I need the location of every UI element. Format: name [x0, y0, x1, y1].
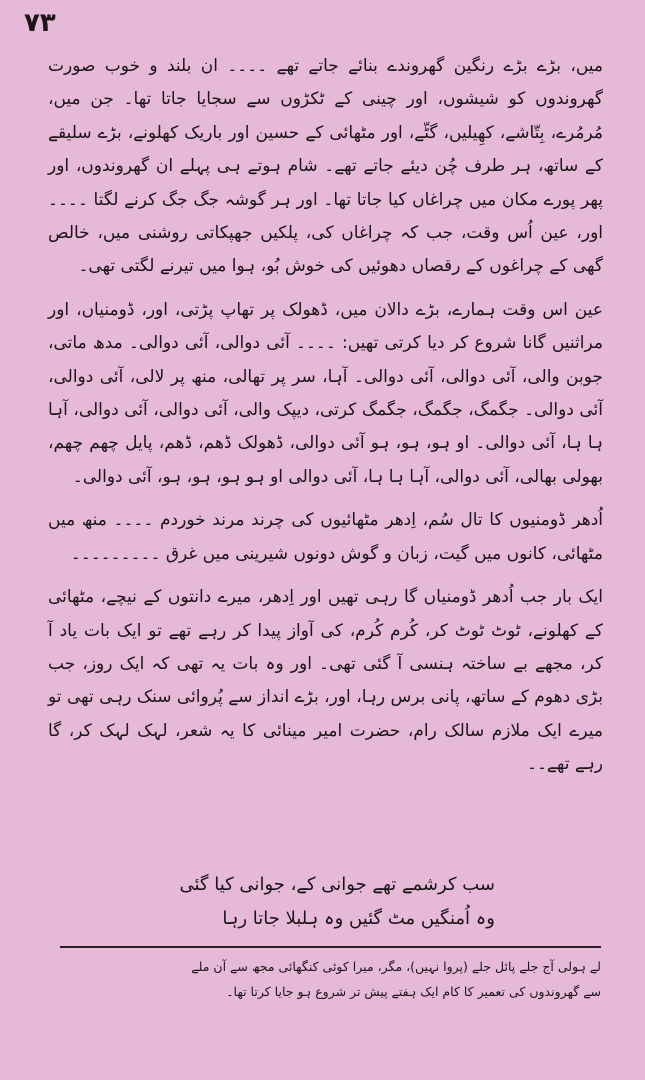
verse-couplet [180, 868, 496, 936]
footnotes [70, 954, 601, 1004]
verse-line-2: وہ اُمنگیں مٹ گئیں وہ ہلبلا جاتا رہا [222, 908, 495, 929]
paragraph-1: میں، بڑے بڑے رنگین گھروندے بنائے جاتے تھے ۔۔۔۔ ان بلند و خوب صورت گھروندوں کو شیشوں، اور چینی کے ٹکڑوں سے سجایا جاتا تھا۔ جن میں، مُرمُرے، بِتّاشے، کھِیلیں، گٹّے، اور مٹھائی کے حسین اور باریک کھلونے، بڑے سلیقے کے ساتھ، ہر طرف چُن دیئے جاتے تھے۔ شام ہوتے ہی پہلے ان گھروندوں، اور پھر پورے مکان میں چراغاں کیا جاتا تھا۔ اور ہر گوشہ جگ جگ کرنے لگتا ۔۔۔۔ اور، عین اُس وقت، جب کہ چراغاں کی، پلکیں جھپکاتی روشنی میں، خالص گھی کے چراغوں کے رقصاں دھوئیں کی خوش بُو، ہوا میں تیرنے لگتی تھی۔ [48, 56, 603, 277]
paragraph-2: عین اس وقت ہمارے، بڑے دالان میں، ڈھولک پر تھاپ پڑتی، اور، ڈومنیاں، اور مراثنیں گانا شروع کر دیا کرتی تھیں: ۔۔۔۔ آئی دوالی، آئی دوالی۔ مدھ ماتی، جوبن والی، آئی دوالی، آئی دوالی۔ آہا، سر پر تھالی، منھ پر لالی، آئی دوالی، آئی دوالی۔ جگمگ، جگمگ، جگمگ کرتی، دیپک والی، آئی دوالی، آئی دوالی، آہا ہا ہا، آئی دوالی۔ او ہو، ہو، ہو آئی دوالی، ڈھولک ڈھم، ڈھم، پایل چھم چھم، بھولی بھالی، آئی دوالی، آہا ہا ہا، آئی دوالی او ہو ہو، ہو، ہو، آئی دوالی۔ [48, 299, 603, 487]
footnote-1: لے ہولی آج جلے پائل جلے (پروا نہیں)، مگر، میرا کوئی کنگھائی مجھ سے آن ملے [191, 959, 601, 974]
body-text [48, 50, 603, 792]
paragraph-3: اُدھر ڈومنیوں کا تال سُم، اِدھر مٹھائیوں کی چرند مرند خوردم ۔۔۔۔ منھ میں مٹھائی، کانوں میں گیت، زبان و گوش دونوں شیرینی میں غرق ۔۔۔۔۔۔۔۔۔ [48, 510, 603, 564]
page-number: ۷۳ [24, 8, 56, 38]
verse-line-1: سب کرشمے تھے جوانی کے، جوانی کیا گئی [179, 874, 495, 895]
footnote-2: سے گھروندوں کی تعمیر کا کام ایک ہفتے پیش تر شروع ہو جایا کرتا تھا۔ [226, 984, 601, 999]
paragraph-4: ایک بار جب اُدھر ڈومنیاں گا رہی تھیں اور اِدھر، میرے دانتوں کے نیچے، مٹھائی کے کھلونے، ٹوٹ ٹوٹ کر، کُرم کُرم، کی آواز پیدا کر رہے تھے تو ایک بات یاد آ کر، مجھے بے ساختہ ہنسی آ گئی تھی۔ اور وہ بات یہ تھی کہ ایک روز، جب بڑی دھوم کے ساتھ، پانی برس رہا، اور، بڑے انداز سے پُروائی سنک رہی تھی تو میرے ایک ملازم سالک رام، حضرت امیر مینائی کا یہ شعر، لہک لہک کر، گا رہے تھے۔۔ [48, 587, 603, 775]
footnote-divider [60, 946, 601, 948]
